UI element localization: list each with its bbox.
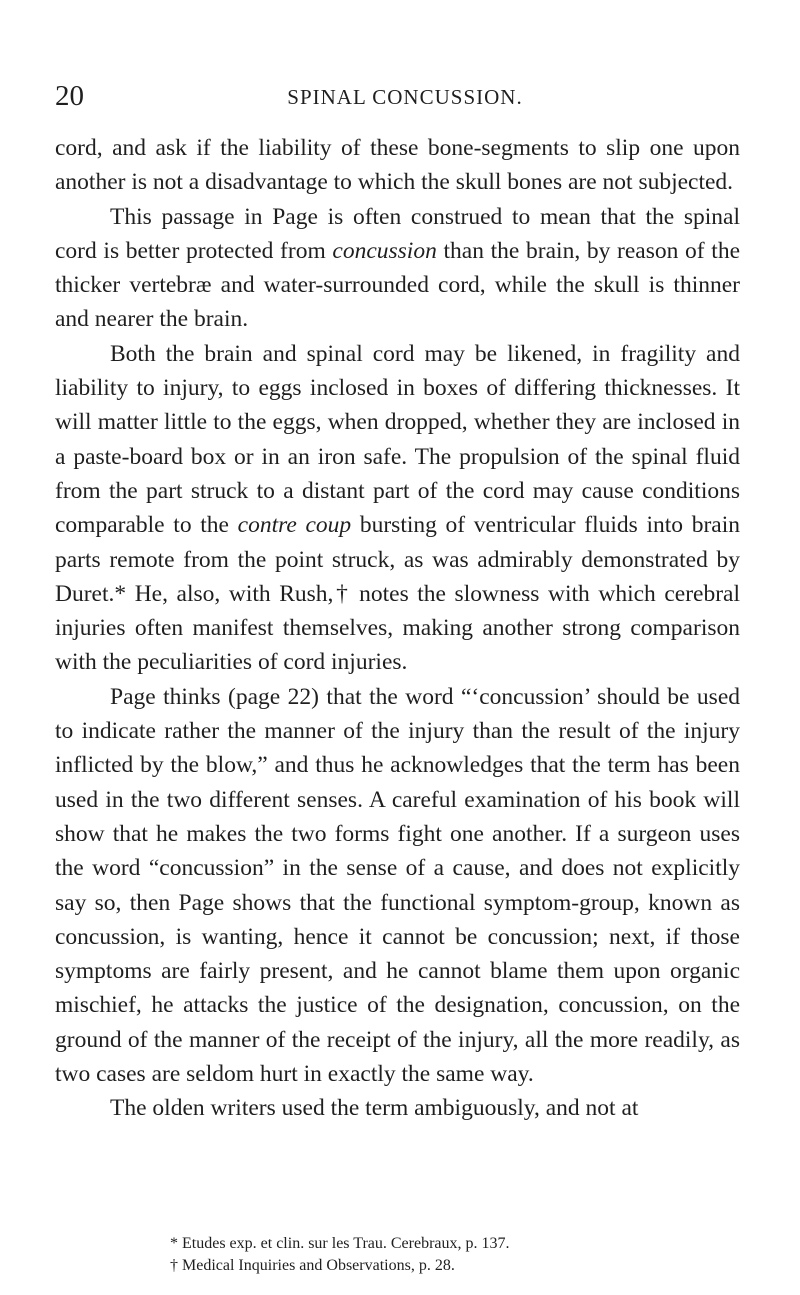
text-run: The olden writers used the term ambiguously, and not at [110, 1095, 639, 1122]
paragraph [55, 1091, 740, 1125]
text-run: Page thinks (page 22) that the word “‘concussion’ should be used to indicate rather the manner of the injury than the result of the injury inflicted by the blow,” and thus he acknowledges that the term has been used in the two different senses. A careful examination of his book will show that he makes the two forms fight one another. If a surgeon uses the word “concussion” in the sense of a cause, and does not explicitly say so, then Page shows that the functional symptom-group, known as concussion, is wanting, hence it cannot be concussion; next, if those symptoms are fairly present, and he cannot blame them upon organic mischief, he attacks the justice of the designation, concussion, on the ground of the manner of the receipt of the injury, all the more readily, as two cases are seldom hurt in exactly the same way. [55, 683, 740, 1088]
italic-text: contre coup [237, 512, 352, 539]
running-title: SPINAL CONCUSSION. [287, 85, 523, 109]
paragraph [55, 200, 740, 337]
text-run: cord, and ask if the liability of these bone-segments to slip one upon another is not a disadvantage to which the skull bones are not subjected. [55, 135, 740, 196]
text-run: bursting of ventricular fluids into brain parts remote from the point struck, as was admirably demonstrated by Duret.* He, also, with Rush,† notes the slowness with which cerebral injuries often manifest themselves, making another strong comparison with the peculiarities of cord injuries. [55, 512, 740, 676]
footnotes [55, 1233, 740, 1277]
text-run: than the brain, by reason of the thicker vertebræ and water-surrounded cord, while the skull is thinner and nearer the brain. [55, 237, 741, 333]
text-run: This passage in Page is often construed to mean that the spinal cord is better protected from [55, 203, 740, 264]
paragraph [55, 131, 740, 200]
body-text [55, 131, 740, 1126]
paragraph [55, 680, 740, 1092]
italic-text: concussion [332, 237, 437, 264]
text-run: Both the brain and spinal cord may be likened, in fragility and liability to injury, to eggs inclosed in boxes of differing thicknesses. It will matter little to the eggs, when dropped, whether they are inclosed in a paste-board box or in an iron safe. The propulsion of the spinal fluid from the part struck to a distant part of the cord may cause conditions comparable to the [55, 340, 740, 539]
page-header [55, 78, 755, 114]
paragraph [55, 337, 740, 680]
page-number: 20 [55, 80, 84, 112]
footnote: † Medical Inquiries and Observations, p. 28. [170, 1257, 455, 1274]
footnote: * Etudes exp. et clin. sur les Trau. Cerebraux, p. 137. [170, 1235, 510, 1252]
